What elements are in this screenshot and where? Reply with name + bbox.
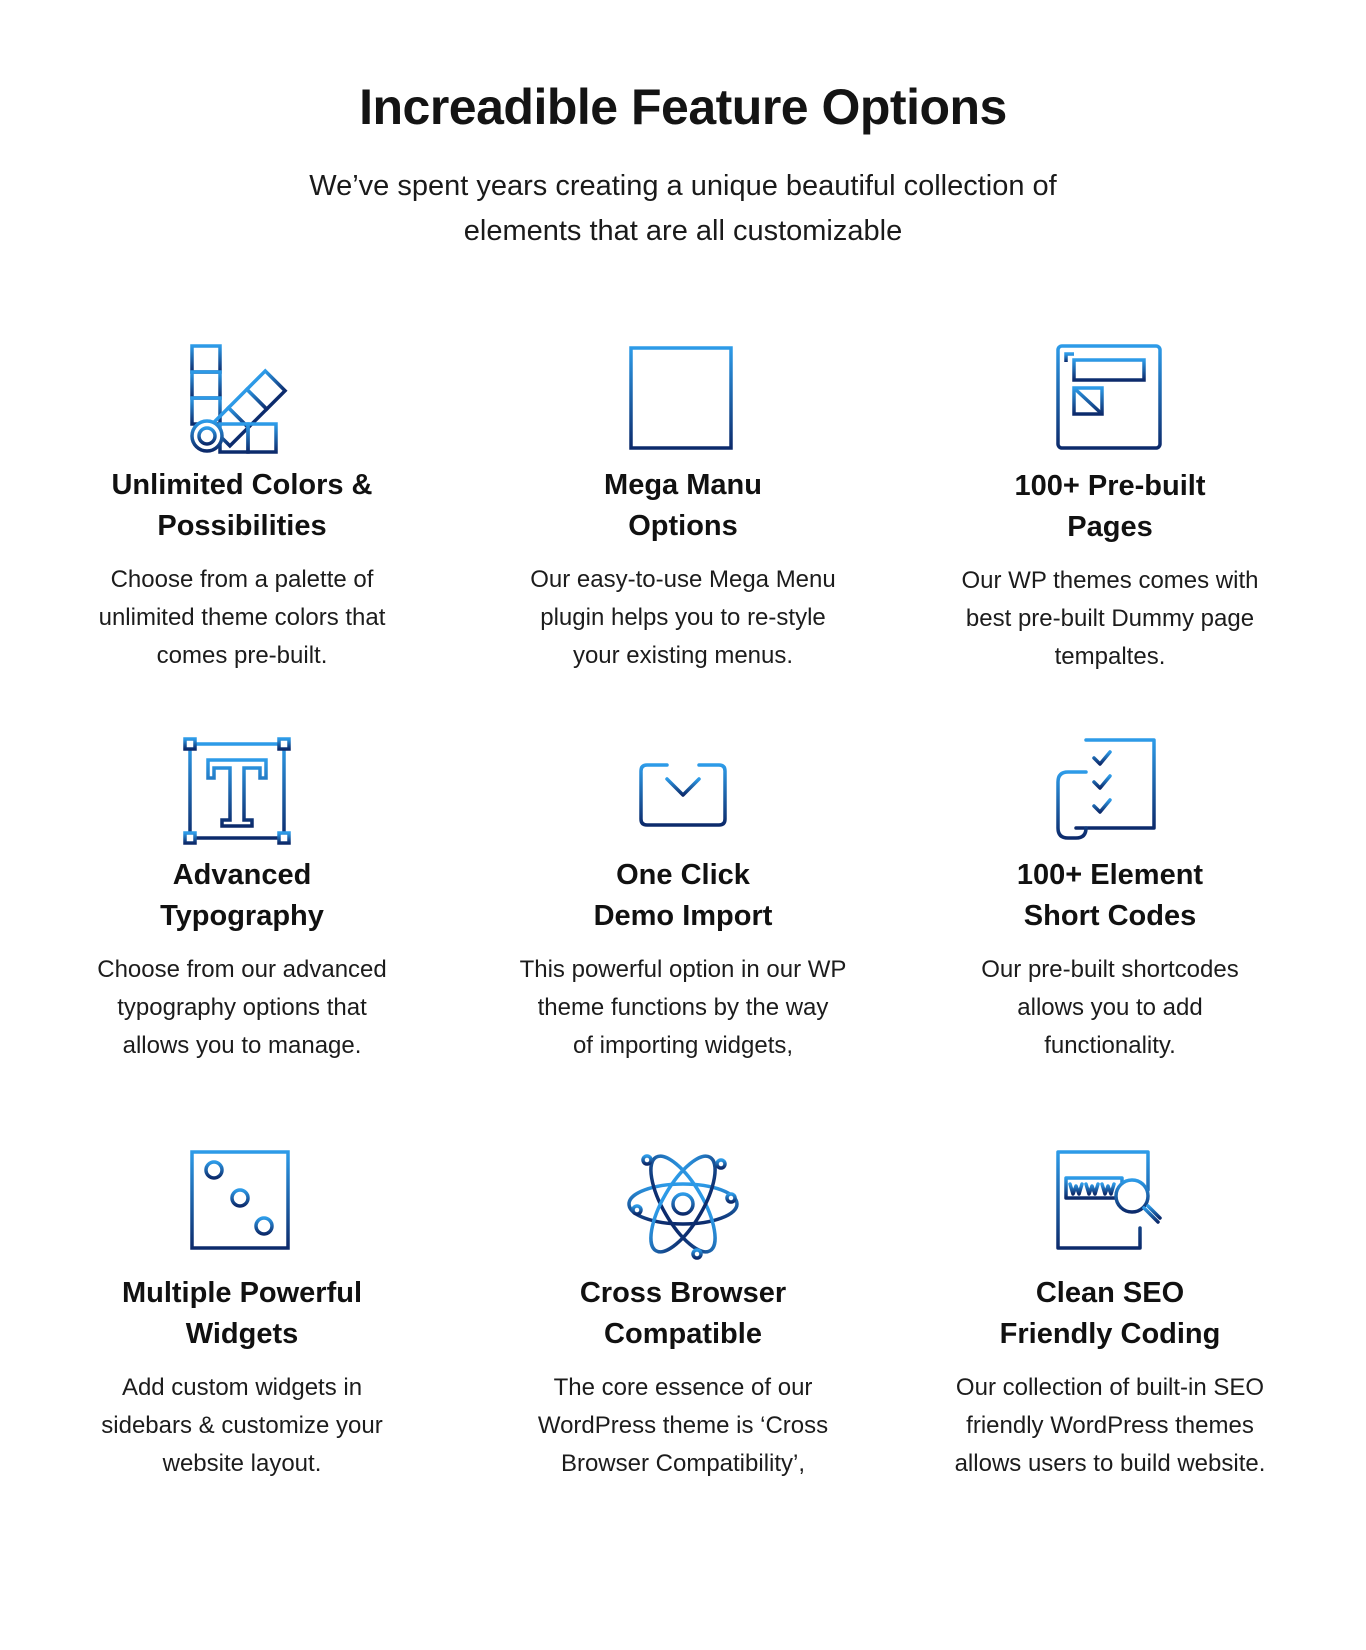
feature-title: Multiple Powerful xyxy=(121,1277,363,1309)
feature-title: 100+ Element xyxy=(1016,859,1204,891)
seo-search-icon xyxy=(1050,1144,1170,1264)
feature-description: of importing widgets, xyxy=(572,1032,794,1059)
feature-title: One Click xyxy=(616,859,750,891)
feature-description: functionality. xyxy=(1044,1032,1176,1059)
feature-description: unlimited theme colors that xyxy=(98,604,386,631)
feature-description: Our easy-to-use Mega Menu xyxy=(530,566,836,593)
mega-menu-icon xyxy=(623,340,743,460)
page-subtitle xyxy=(233,164,1133,254)
feature-description: friendly WordPress themes xyxy=(966,1412,1254,1439)
feature-description: The core essence of our xyxy=(553,1374,813,1401)
feature-description: plugin helps you to re-style xyxy=(540,604,826,631)
feature-description: allows you to manage. xyxy=(122,1032,362,1059)
feature-title: Widgets xyxy=(185,1318,299,1350)
feature-description: tempaltes. xyxy=(1054,643,1166,670)
page-subtitle-line: We’ve spent years creating a unique beautiful collection of xyxy=(309,170,1057,202)
feature-title: Demo Import xyxy=(593,900,773,932)
feature-description: Choose from a palette of xyxy=(110,566,374,593)
typography-icon xyxy=(180,732,300,852)
feature-description: Choose from our advanced xyxy=(97,956,387,983)
feature-title: Unlimited Colors & xyxy=(111,469,373,501)
feature-description: sidebars & customize your xyxy=(101,1412,383,1439)
page-title: Increadible Feature Options xyxy=(359,79,1007,135)
feature-description: Add custom widgets in xyxy=(121,1374,363,1401)
feature-description: allows users to build website. xyxy=(954,1450,1266,1477)
feature-title: Friendly Coding xyxy=(999,1318,1221,1350)
feature-description: allows you to add xyxy=(1017,994,1203,1021)
feature-description: Browser Compatibility’, xyxy=(560,1450,806,1477)
feature-description: Our collection of built-in SEO xyxy=(955,1374,1265,1401)
feature-description: your existing menus. xyxy=(572,642,794,669)
feature-description: Our WP themes comes with xyxy=(961,567,1259,594)
feature-title: Clean SEO xyxy=(1035,1277,1185,1309)
feature-title: Options xyxy=(628,510,738,542)
color-palette-icon xyxy=(180,340,300,460)
page-subtitle-line: elements that are all customizable xyxy=(463,215,903,247)
feature-title: 100+ Pre-built xyxy=(1014,470,1206,502)
feature-title: Pages xyxy=(1067,511,1153,543)
feature-title: Compatible xyxy=(604,1318,762,1350)
checklist-icon xyxy=(1050,732,1170,852)
feature-description: WordPress theme is ‘Cross xyxy=(537,1412,829,1439)
feature-title: Short Codes xyxy=(1023,900,1197,932)
feature-title: Typography xyxy=(160,900,324,932)
download-import-icon xyxy=(623,725,743,845)
page-layout-icon xyxy=(1050,338,1170,458)
feature-description: comes pre-built. xyxy=(156,642,328,669)
feature-title: Advanced xyxy=(172,859,312,891)
feature-title: Cross Browser xyxy=(579,1277,787,1309)
feature-title: Possibilities xyxy=(157,510,327,542)
feature-description: website layout. xyxy=(162,1450,322,1477)
feature-title: Mega Manu xyxy=(604,469,762,501)
feature-description: Our pre-built shortcodes xyxy=(981,956,1239,983)
feature-description: theme functions by the way xyxy=(537,994,829,1021)
feature-description: best pre-built Dummy page xyxy=(965,605,1255,632)
sliders-icon xyxy=(180,1144,300,1264)
feature-description: typography options that xyxy=(117,994,367,1021)
feature-description: This powerful option in our WP xyxy=(519,956,847,983)
atom-icon xyxy=(623,1144,743,1264)
